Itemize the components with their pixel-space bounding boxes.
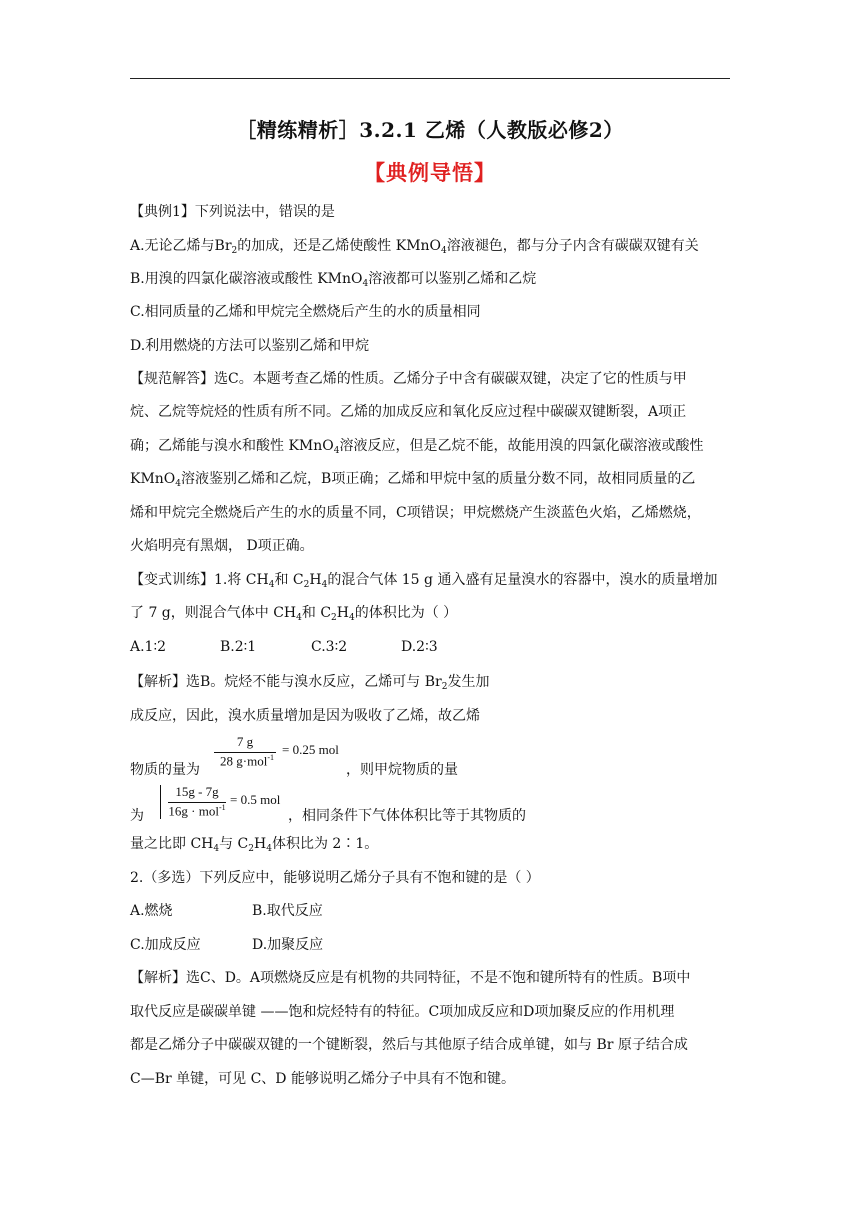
analysis2-line3: 都是乙烯分子中碳碳双键的一个键断裂，然后与其他原子结合成单键，如与 Br 原子结合成 — [130, 1037, 688, 1053]
analysis2-line1: 【解析】选C、D。A项燃烧反应是有机物的共同特征，不是不饱和键所特有的性质。B项中 — [130, 970, 691, 986]
page-title: ［精练精析］3.2.1 乙烯（人教版必修2） — [236, 118, 624, 142]
analysis1-line3b: ，则甲烷物质的量 — [346, 762, 458, 778]
header-rule — [130, 78, 730, 79]
answer1-line1: 【规范解答】选C。本题考查乙烯的性质。乙烯分子中含有碳碳双键，决定了它的性质与甲 — [130, 371, 687, 387]
variant-label: 【变式训练】 — [130, 572, 214, 588]
question2-options-cd — [130, 935, 323, 955]
variant-option-a: A.1∶2 — [130, 639, 167, 655]
variant-line2: 了 7 g，则混合气体中 $CH_4$和 $C_2H_4$的体积比为（ ） — [130, 605, 458, 623]
analysis2-line2: 取代反应是碳碳单键 ——饱和烷烃特有的特征。C项加成反应和D项加聚反应的作用机理 — [130, 1004, 675, 1020]
analysis2-line4: C—Br 单键，可见 C、D 能够说明乙烯分子中具有不饱和键。 — [130, 1071, 515, 1087]
answer1-label: 【规范解答】 — [130, 371, 214, 387]
answer1-line4: KMnO$_4$溶液鉴别乙烯和乙烷，B项正确；乙烯和甲烷中氢的质量分数不同，故相同质量的乙 — [130, 471, 696, 489]
question2-options-ab — [130, 901, 323, 921]
variant-option-d: D.2∶3 — [401, 639, 438, 655]
answer1-line5: 烯和甲烷完全燃烧后产生的水的质量不同，C项错误；甲烷燃烧产生淡蓝色火焰，乙烯燃烧， — [130, 505, 701, 521]
answer1-line6: 火焰明亮有黑烟， D项正确。 — [130, 538, 314, 554]
example1-option-c: C.相同质量的乙烯和甲烷完全燃烧后产生的水的质量相同 — [130, 304, 481, 320]
variant-options — [130, 637, 438, 657]
answer1-line3: 确；乙烯能与溴水和酸性 KMnO$_4$溶液反应，但是乙烷不能，故能用溴的四氯化碳溶液或酸性 — [130, 438, 704, 456]
answer1-line2: 烷、乙烷等烷烃的性质有所不同。乙烯的加成反应和氧化反应过程中碳碳双键断裂，A项正 — [130, 404, 687, 420]
variant-option-c: C.3∶2 — [311, 639, 348, 655]
example1-option-b: B.用溴的四氯化碳溶液或酸性 KMnO$_4$溶液都可以鉴别乙烯和乙烷 — [130, 271, 537, 289]
analysis1-line5: 量之比即 $CH_4$与 $C_2H_4$体积比为 2∶1。 — [130, 836, 379, 854]
example1-label: 【典例1】 — [130, 204, 195, 220]
example1-option-d: D.利用燃烧的方法可以鉴别乙烯和甲烷 — [130, 338, 370, 354]
variant-option-b: B.2∶1 — [220, 639, 257, 655]
question2-option-c: C.加成反应 — [130, 937, 201, 953]
analysis1-line3a: 物质的量为 — [130, 762, 200, 778]
analysis1-label: 【解析】 — [130, 674, 186, 690]
question2-option-d: D.加聚反应 — [252, 937, 324, 953]
question2-option-a: A.燃烧 — [130, 903, 173, 919]
analysis1-line4b: ，相同条件下气体体积比等于其物质的 — [288, 808, 526, 824]
question2-option-b: B.取代反应 — [252, 903, 323, 919]
analysis1-line2: 成反应，因此，溴水质量增加是因为吸收了乙烯，故乙烯 — [130, 708, 480, 724]
question2-stem: 2.（多选）下列反应中，能够说明乙烯分子具有不饱和键的是（ ） — [130, 870, 540, 886]
analysis1-line1: 【解析】选B。烷烃不能与溴水反应，乙烯可与 $Br_2$发生加 — [130, 674, 490, 692]
fraction-methane-moles: 15g - 7g 16g · mol$^{-1}$ = 0.5 mol — [160, 781, 290, 825]
analysis2-label: 【解析】 — [130, 970, 186, 986]
example1-option-a: A.无论乙烯与$Br_2$的加成，还是乙烯使酸性 KMnO$_4$溶液褪色，都与分子内含有碳碳双键有关 — [130, 238, 699, 256]
fraction-ethylene-moles: 7 g 28 g·mol$^{-1}$ = 0.25 mol — [214, 733, 344, 777]
section-heading: 【典例导悟】 — [364, 160, 496, 185]
variant-line1: 【变式训练】1.将 $CH_4$和 $C_2H_4$的混合气体 15 g 通入盛有足量溴水的容器中，溴水的质量增加 — [130, 572, 718, 590]
example1-question: 【典例1】下列说法中，错误的是 — [130, 204, 335, 220]
analysis1-line4a: 为 — [130, 808, 144, 824]
